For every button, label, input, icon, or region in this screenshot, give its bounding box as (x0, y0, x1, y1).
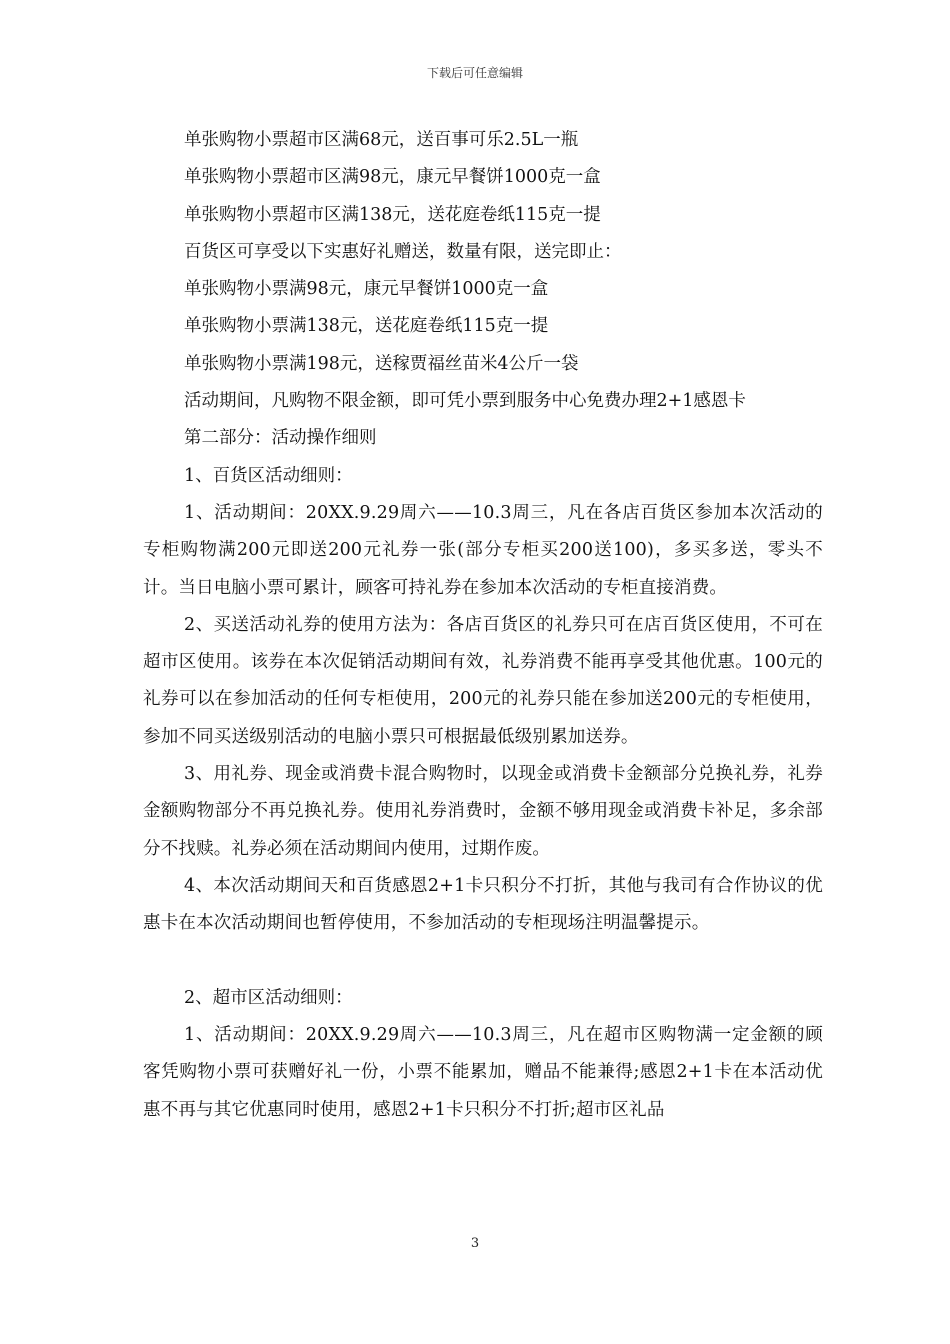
paragraph: 1、活动期间：20XX.9.29周六——10.3周三，凡在超市区购物满一定金额的顾客凭购物小票可获赠好礼一份，小票不能累加，赠品不能兼得;感恩2+1卡在本活动优惠不再与其它优惠同时使用，感恩2+1卡只积分不打折;超市区礼品 (143, 1025, 823, 1120)
text-line: 单张购物小票满198元，送稼贾福丝苗米4公斤一袋 (184, 353, 579, 374)
paragraph: 4、本次活动期间天和百货感恩2+1卡只积分不打折，其他与我司有合作协议的优惠卡在本次活动期间也暂停使用，不参加活动的专柜现场注明温馨提示。 (143, 875, 823, 934)
paragraph: 3、用礼券、现金或消费卡混合购物时，以现金或消费卡金额部分兑换礼券，礼券金额购物部分不再兑换礼券。使用礼券消费时，金额不够用现金或消费卡补足，多余部分不找赎。礼券必须在活动期间内使用，过期作废。 (143, 764, 823, 859)
paragraph: 1、活动期间：20XX.9.29周六——10.3周三，凡在各店百货区参加本次活动的专柜购物满200元即送200元礼券一张(部分专柜买200送100)，多买多送，零头不计。当日电脑小票可累计，顾客可持礼券在参加本次活动的专柜直接消费。 (143, 502, 823, 598)
text-line: 单张购物小票满98元，康元早餐饼1000克一盒 (184, 279, 549, 300)
blank-line (143, 943, 823, 980)
subsection-heading: 2、超市区活动细则： (184, 987, 353, 1008)
section-heading: 第二部分：活动操作细则 (184, 428, 377, 449)
text-line: 百货区可享受以下实惠好礼赠送，数量有限，送完即止： (184, 241, 622, 262)
text-line: 单张购物小票超市区满98元，康元早餐饼1000克一盒 (184, 167, 601, 188)
text-line: 单张购物小票超市区满68元，送百事可乐2.5L一瓶 (184, 130, 579, 150)
document-body (143, 122, 823, 1129)
text-line: 活动期间，凡购物不限金额，即可凭小票到服务中心免费办理2+1感恩卡 (184, 391, 746, 412)
page-header: 下载后可任意编辑 (426, 66, 523, 80)
text-line: 单张购物小票超市区满138元，送花庭卷纸115克一提 (184, 204, 601, 225)
page-number: 3 (470, 1236, 480, 1251)
paragraph: 2、买送活动礼券的使用方法为：各店百货区的礼券只可在店百货区使用，不可在超市区使用。该券在本次促销活动期间有效，礼券消费不能再享受其他优惠。100元的礼券可以在参加活动的任何专柜使用，200元的礼券只能在参加送200元的专柜使用，参加不同买送级别活动的电脑小票只可根据最低级别累加送券。 (143, 614, 823, 747)
subsection-heading: 1、百货区活动细则： (184, 465, 353, 486)
text-line: 单张购物小票满138元，送花庭卷纸115克一提 (184, 316, 549, 337)
